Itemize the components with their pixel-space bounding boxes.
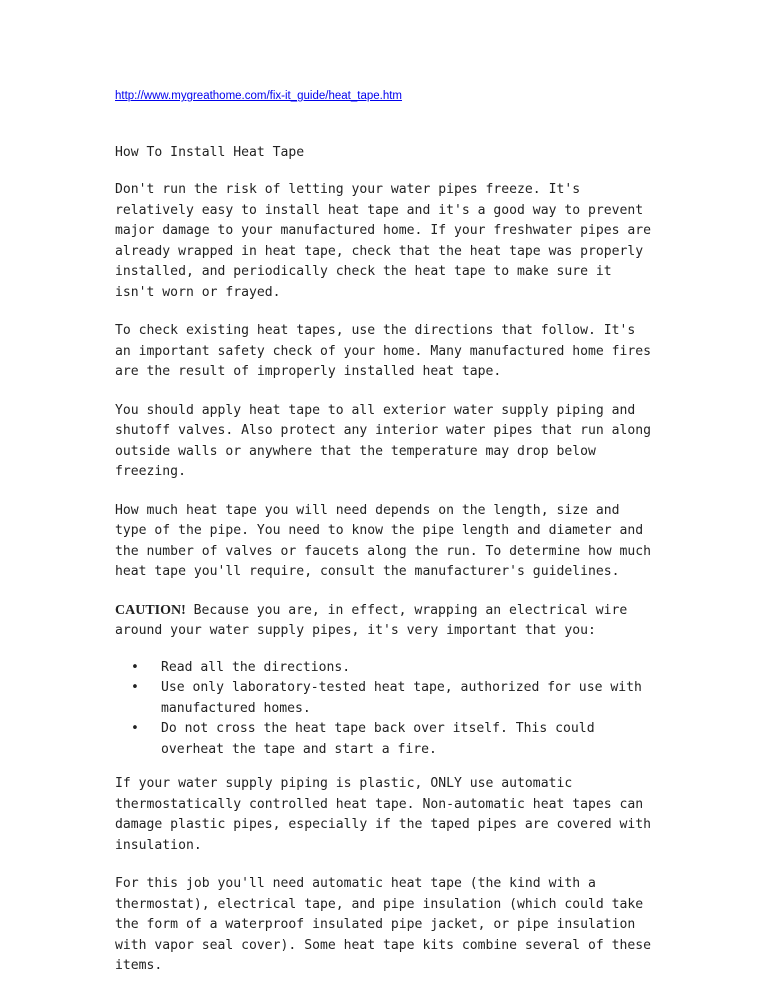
safety-check-paragraph: To check existing heat tapes, use the directions that follow. It's an important safety check of your home. Many manufactured home fires are the result of improperly installed heat tape.: [115, 323, 652, 379]
bullet-icon: •: [131, 659, 139, 675]
intro-paragraph: Don't run the risk of letting your water pipes freeze. It's relatively easy to install heat tape and it's a good way to prevent major damage to your manufactured home. If your freshwater pipes are already wrapped in heat tape, check that the heat tape was properly installed, and periodically check the heat tape to make sure it isn't worn or frayed.: [115, 182, 652, 300]
where-to-apply-paragraph: You should apply heat tape to all exterior water supply piping and shutoff valves. Also protect any interior water pipes that run along outside walls or anywhere that the temperature may drop below freezing.: [115, 402, 652, 479]
bullet-icon: •: [131, 721, 139, 736]
document-page: [115, 86, 655, 977]
article-title: How To Install Heat Tape: [115, 144, 305, 160]
source-url-link[interactable]: http://www.mygreathome.com/fix-it_guide/heat_tape.htm: [115, 90, 403, 102]
list-item-text: Read all the directions.: [161, 659, 351, 675]
caution-paragraph: [115, 601, 655, 642]
caution-text: Because you are, in effect, wrapping an electrical wire around your water supply pipes, it's very important that you:: [115, 602, 628, 638]
caution-label: CAUTION!: [115, 602, 186, 618]
list-item: [131, 658, 655, 679]
materials-paragraph: For this job you'll need automatic heat tape (the kind with a thermostat), electrical tape, and pipe insulation (which could take the form of a waterproof insulated pipe jacket, or pipe insulation with vapor seal cover). Some heat tape kits combine several of these items.: [115, 876, 652, 973]
list-item: [131, 678, 655, 719]
list-item: [131, 719, 655, 760]
how-much-paragraph: How much heat tape you will need depends on the length, size and type of the pipe. You need to know the pipe length and diameter and the number of valves or faucets along the run. To determine how much heat tape you'll require, consult the manufacturer's guidelines.: [115, 502, 652, 579]
list-item-text: Use only laboratory-tested heat tape, authorized for use with manufactured homes.: [161, 680, 642, 716]
caution-list: [115, 658, 655, 761]
bullet-icon: •: [131, 680, 139, 695]
plastic-piping-paragraph: If your water supply piping is plastic, ONLY use automatic thermostatically controlled heat tape. Non-automatic heat tapes can damage plastic pipes, especially if the taped pipes are covered with insulation.: [115, 776, 652, 853]
list-item-text: Do not cross the heat tape back over itself. This could overheat the tape and start a fire.: [161, 721, 595, 757]
